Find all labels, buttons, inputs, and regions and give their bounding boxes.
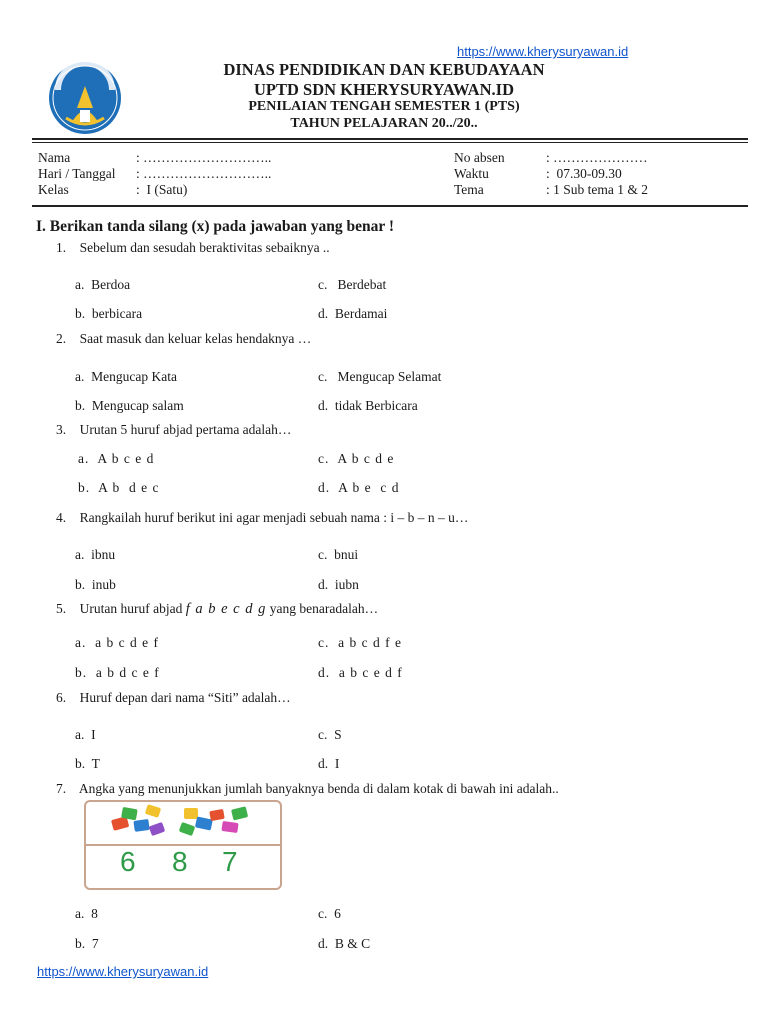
q7-option-b[interactable]: b. 7: [75, 936, 99, 951]
label-waktu: Waktu: [454, 166, 489, 181]
value-waktu: : 07.30-09.30: [546, 166, 622, 181]
q4-option-b[interactable]: b. inub: [75, 577, 116, 592]
question-6: 6. Huruf depan dari nama “Siti” adalah…: [56, 690, 291, 705]
info-rule: [32, 205, 748, 207]
q6-option-c[interactable]: c. S: [318, 727, 342, 742]
number-six: 6: [120, 846, 136, 877]
q6-option-a[interactable]: a. I: [75, 727, 96, 742]
value-tema: : 1 Sub tema 1 & 2: [546, 182, 648, 197]
q3-option-c[interactable]: c. A b c d e: [318, 451, 395, 466]
q6-option-b[interactable]: b. T: [75, 756, 100, 771]
header-rule-thick: [32, 138, 748, 140]
q1-option-b[interactable]: b. berbicara: [75, 306, 143, 321]
label-hari-tanggal: Hari / Tanggal: [38, 166, 116, 181]
q1-option-c[interactable]: c. Berdebat: [318, 277, 387, 292]
q7-option-d[interactable]: d. B & C: [318, 936, 371, 951]
q3-option-b[interactable]: b. A b d e c: [78, 480, 160, 495]
field-no-absen[interactable]: : …………………: [546, 150, 648, 165]
q1-option-d[interactable]: d. Berdamai: [318, 306, 388, 321]
q2-option-d[interactable]: d. tidak Berbicara: [318, 398, 418, 413]
value-kelas: : I (Satu): [136, 182, 188, 197]
top-website-link[interactable]: https://www.kherysuryawan.id: [457, 44, 629, 59]
q2-option-c[interactable]: c. Mengucap Selamat: [318, 369, 442, 384]
section-title: I. Berikan tanda silang (x) pada jawaban yang benar !: [36, 218, 395, 235]
number-eight: 8: [172, 846, 188, 877]
header-agency: DINAS PENDIDIKAN DAN KEBUDAYAAN: [223, 60, 545, 79]
q5-option-a[interactable]: a. a b c d e f: [75, 635, 159, 650]
question-7: 7. Angka yang menunjukkan jumlah banyaknya benda di dalam kotak di bawah ini adalah..: [56, 781, 559, 796]
q7-option-a[interactable]: a. 8: [75, 906, 98, 921]
header-year: TAHUN PELAJARAN 20../20..: [290, 116, 478, 131]
question-2: 2. Saat masuk dan keluar kelas hendaknya …: [56, 331, 312, 346]
question-5: [56, 601, 378, 618]
sharpeners-illustration: [110, 804, 260, 844]
q3-option-d[interactable]: d. A b e c d: [318, 480, 400, 495]
q4-option-d[interactable]: d. iubn: [318, 577, 359, 592]
question-5-text: 5. Urutan huruf abjad: [56, 601, 186, 616]
field-hari-tanggal[interactable]: : ………………………..: [136, 166, 272, 181]
number-seven: 7: [222, 846, 238, 877]
question-5-suffix: yang benaradalah…: [266, 601, 379, 616]
question-4: 4. Rangkailah huruf berikut ini agar menjadi sebuah nama : i – b – n – u…: [56, 510, 469, 525]
q2-option-a[interactable]: a. Mengucap Kata: [75, 369, 177, 384]
q5-option-b[interactable]: b. a b d c e f: [75, 665, 160, 680]
header-exam: PENILAIAN TENGAH SEMESTER 1 (PTS): [248, 99, 520, 114]
q2-option-b[interactable]: b. Mengucap salam: [75, 398, 184, 413]
label-tema: Tema: [454, 182, 484, 197]
q3-option-a[interactable]: a. A b c e d: [78, 451, 155, 466]
q1-option-a[interactable]: a. Berdoa: [75, 277, 131, 292]
sharpener-icon: [111, 804, 248, 836]
question-1: 1. Sebelum dan sesudah beraktivitas sebaiknya ..: [56, 240, 330, 255]
q5-option-d[interactable]: d. a b c e d f: [318, 665, 403, 680]
header-school: UPTD SDN KHERYSURYAWAN.ID: [254, 80, 514, 99]
q4-option-a[interactable]: a. ibnu: [75, 547, 116, 562]
question-3: 3. Urutan 5 huruf abjad pertama adalah…: [56, 422, 292, 437]
q7-option-c[interactable]: c. 6: [318, 906, 341, 921]
question-5-letters: f a b e c d g: [185, 601, 267, 617]
label-nama: Nama: [38, 150, 71, 165]
header-rule-thin: [32, 142, 748, 143]
q6-option-d[interactable]: d. I: [318, 756, 340, 771]
field-nama[interactable]: : ………………………..: [136, 150, 272, 165]
q4-option-c[interactable]: c. bnui: [318, 547, 359, 562]
bottom-website-link[interactable]: https://www.kherysuryawan.id: [37, 964, 209, 979]
counting-picture-box: [84, 800, 282, 890]
label-no-absen: No absen: [454, 150, 505, 165]
q5-option-c[interactable]: c. a b c d f e: [318, 635, 402, 650]
label-kelas: Kelas: [38, 182, 69, 197]
